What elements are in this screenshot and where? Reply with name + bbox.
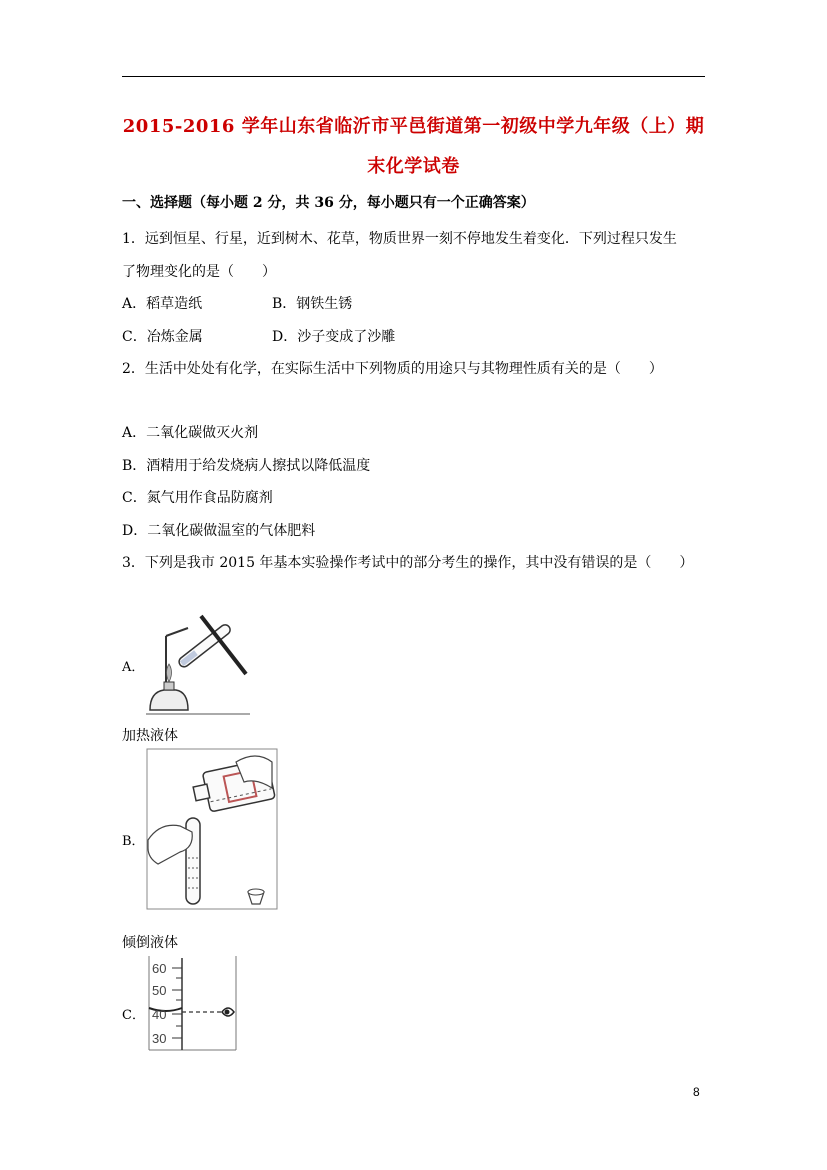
cylinder-tick-50: 50 [152, 983, 167, 998]
pouring-liquid-figure [146, 748, 278, 912]
q2-option-c: C．氮气用作食品防腐剂 [122, 490, 273, 506]
q3-figure-b-caption: 倾倒液体 [122, 935, 178, 951]
section-heading: 一、选择题（每小题 2 分，共 36 分，每小题只有一个正确答案） [122, 195, 535, 211]
cylinder-tick-40: 40 [152, 1007, 167, 1022]
q2-stem: 2．生活中处处有化学，在实际生活中下列物质的用途只与其物理性质有关的是（ ） [122, 361, 663, 377]
q1-option-c: C．冶炼金属 [122, 329, 203, 345]
q3-stem: 3．下列是我市 2015 年基本实验操作考试中的部分考生的操作，其中没有错误的是（ ） [122, 555, 694, 571]
q1-option-a: A．稻草造纸 [122, 296, 203, 312]
header-rule [122, 76, 705, 77]
q1-stem-line-1: 1．远到恒星、行星，近到树木、花草，物质世界一刻不停地发生着变化．下列过程只发生 [122, 231, 677, 247]
exam-title-line-2: 末化学试卷 [367, 156, 460, 177]
q1-option-d: D．沙子变成了沙雕 [272, 329, 396, 345]
heating-liquid-figure [146, 606, 252, 716]
q3-figure-a-caption: 加热液体 [122, 728, 178, 744]
q3-option-b-label: B． [122, 834, 145, 849]
cylinder-tick-60: 60 [152, 961, 167, 976]
q1-stem-line-2: 了物理变化的是（ ） [122, 264, 276, 280]
q2-option-b: B．酒精用于给发烧病人擦拭以降低温度 [122, 458, 371, 474]
q3-option-c-label: C． [122, 1008, 145, 1023]
q1-option-b: B．钢铁生锈 [272, 296, 353, 312]
cylinder-tick-30: 30 [152, 1031, 167, 1046]
q2-option-a: A．二氧化碳做灭火剂 [122, 425, 259, 441]
q3-option-a-label: A． [122, 660, 145, 675]
exam-title-line-1: 2015-2016 学年山东省临沂市平邑街道第一初级中学九年级（上）期 [122, 116, 705, 137]
page-number: 8 [693, 1085, 700, 1099]
q2-option-d: D．二氧化碳做温室的气体肥料 [122, 523, 316, 539]
